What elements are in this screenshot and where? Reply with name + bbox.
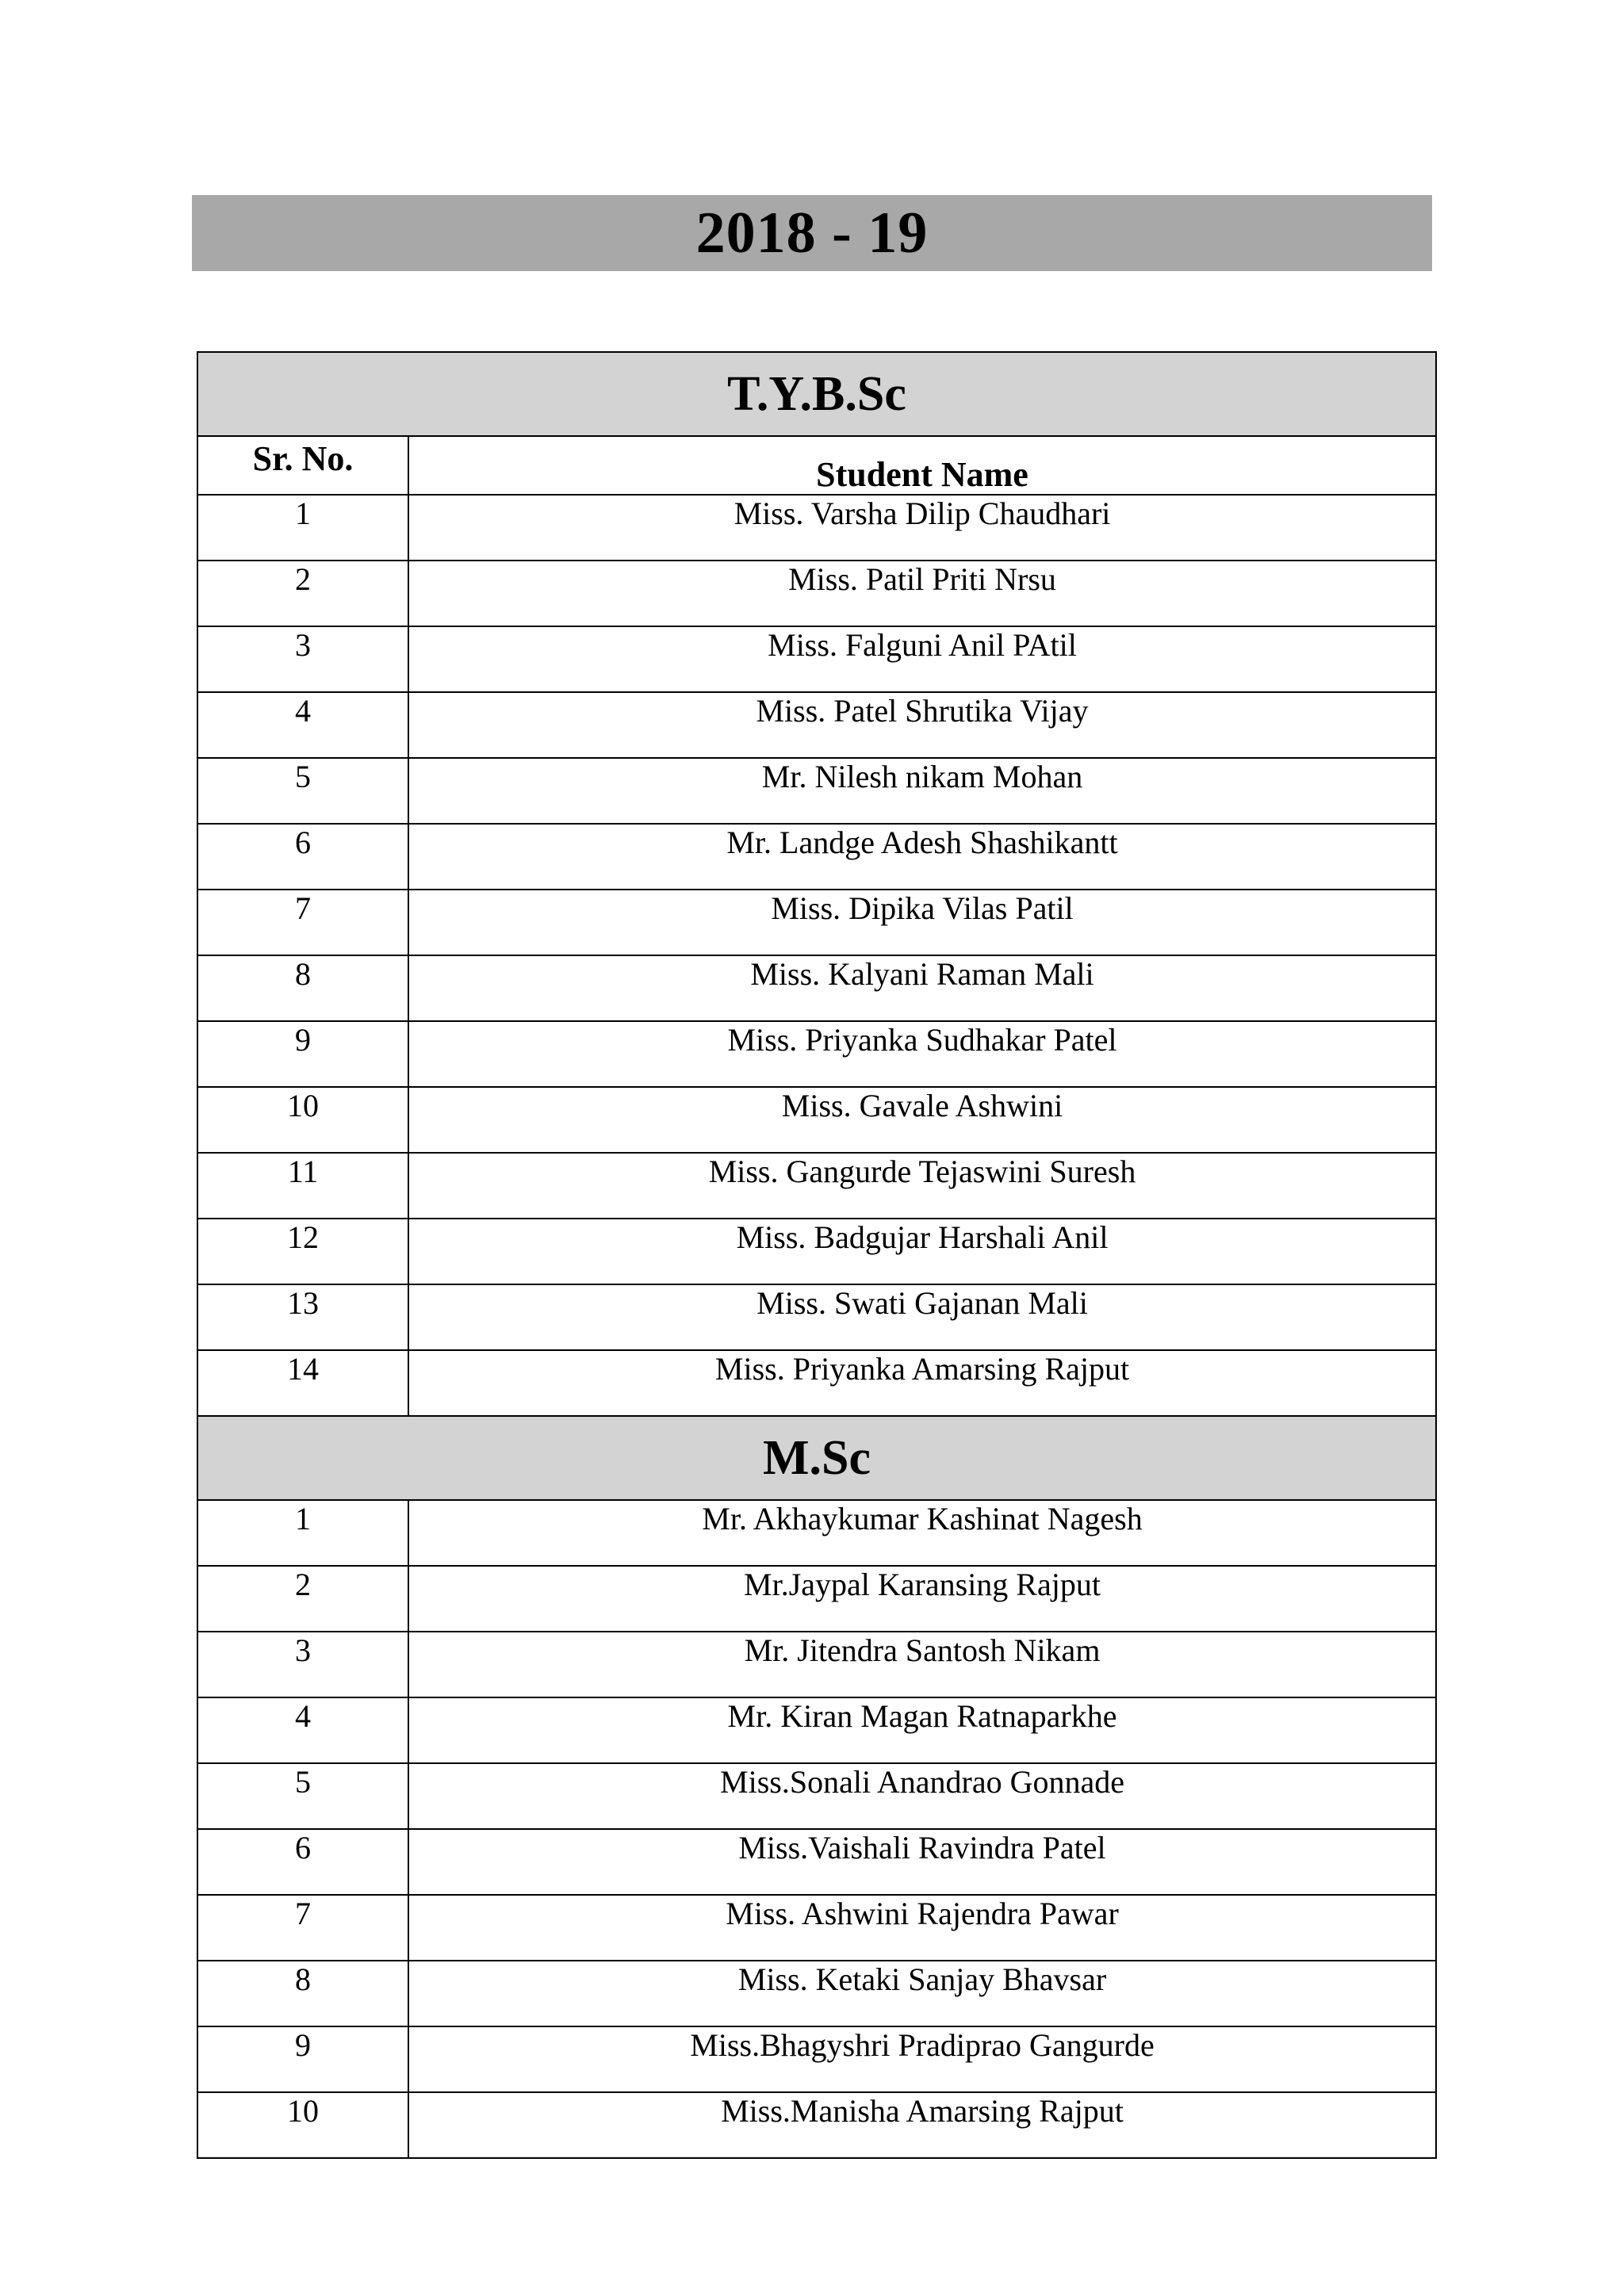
student-name-cell: Miss. Gavale Ashwini <box>408 1087 1436 1153</box>
student-name-cell: Miss. Priyanka Amarsing Rajput <box>408 1350 1436 1416</box>
serial-number-cell: 5 <box>197 758 408 824</box>
table-row <box>197 758 1436 824</box>
serial-number-cell: 8 <box>197 1961 408 2026</box>
table-row <box>197 561 1436 626</box>
serial-number-cell: 1 <box>197 495 408 561</box>
section-title: T.Y.B.Sc <box>197 352 1436 436</box>
serial-number-cell: 3 <box>197 1632 408 1697</box>
student-name-cell: Miss. Ketaki Sanjay Bhavsar <box>408 1961 1436 2026</box>
serial-number-cell: 10 <box>197 2092 408 2158</box>
serial-number-cell: 9 <box>197 2026 408 2092</box>
student-name-cell: Miss.Manisha Amarsing Rajput <box>408 2092 1436 2158</box>
table-row <box>197 1219 1436 1284</box>
student-name-cell: Miss. Patil Priti Nrsu <box>408 561 1436 626</box>
serial-number-cell: 8 <box>197 955 408 1021</box>
table-row <box>197 2026 1436 2092</box>
student-name-cell: Miss. Badgujar Harshali Anil <box>408 1219 1436 1284</box>
column-header-student-name: Student Name <box>408 436 1436 495</box>
serial-number-cell: 1 <box>197 1500 408 1566</box>
student-name-cell: Miss. Patel Shrutika Vijay <box>408 692 1436 758</box>
serial-number-cell: 6 <box>197 1829 408 1895</box>
student-name-cell: Miss. Priyanka Sudhakar Patel <box>408 1021 1436 1087</box>
table-row <box>197 1895 1436 1961</box>
section-title: M.Sc <box>197 1416 1436 1500</box>
table-row <box>197 626 1436 692</box>
table-row <box>197 1829 1436 1895</box>
section-header-row <box>197 352 1436 436</box>
serial-number-cell: 14 <box>197 1350 408 1416</box>
serial-number-cell: 13 <box>197 1284 408 1350</box>
table-row <box>197 890 1436 955</box>
serial-number-cell: 7 <box>197 890 408 955</box>
table-row <box>197 1961 1436 2026</box>
serial-number-cell: 3 <box>197 626 408 692</box>
student-name-cell: Mr.Jaypal Karansing Rajput <box>408 1566 1436 1632</box>
table-row <box>197 495 1436 561</box>
table-row <box>197 955 1436 1021</box>
serial-number-cell: 4 <box>197 1697 408 1763</box>
student-name-cell: Miss. Gangurde Tejaswini Suresh <box>408 1153 1436 1219</box>
table-row <box>197 1087 1436 1153</box>
student-name-cell: Miss.Vaishali Ravindra Patel <box>408 1829 1436 1895</box>
serial-number-cell: 2 <box>197 561 408 626</box>
column-header-sr-no: Sr. No. <box>197 436 408 495</box>
student-name-cell: Mr. Nilesh nikam Mohan <box>408 758 1436 824</box>
serial-number-cell: 6 <box>197 824 408 890</box>
student-name-cell: Mr. Landge Adesh Shashikantt <box>408 824 1436 890</box>
serial-number-cell: 2 <box>197 1566 408 1632</box>
table-row <box>197 1632 1436 1697</box>
serial-number-cell: 9 <box>197 1021 408 1087</box>
student-name-cell: Mr. Akhaykumar Kashinat Nagesh <box>408 1500 1436 1566</box>
student-name-cell: Miss. Kalyani Raman Mali <box>408 955 1436 1021</box>
year-heading: 2018 - 19 <box>192 195 1432 271</box>
student-name-cell: Miss.Bhagyshri Pradiprao Gangurde <box>408 2026 1436 2092</box>
table-row <box>197 1500 1436 1566</box>
table-row <box>197 1021 1436 1087</box>
student-name-cell: Miss. Swati Gajanan Mali <box>408 1284 1436 1350</box>
table-row <box>197 2092 1436 2158</box>
student-roster-table <box>197 351 1437 2159</box>
serial-number-cell: 12 <box>197 1219 408 1284</box>
table-row <box>197 692 1436 758</box>
table-row <box>197 1350 1436 1416</box>
roster-body <box>197 352 1436 2158</box>
student-name-cell: Miss. Falguni Anil PAtil <box>408 626 1436 692</box>
serial-number-cell: 10 <box>197 1087 408 1153</box>
student-name-cell: Miss. Varsha Dilip Chaudhari <box>408 495 1436 561</box>
table-row <box>197 1284 1436 1350</box>
student-name-cell: Mr. Kiran Magan Ratnaparkhe <box>408 1697 1436 1763</box>
table-row <box>197 1697 1436 1763</box>
table-row <box>197 1566 1436 1632</box>
serial-number-cell: 7 <box>197 1895 408 1961</box>
student-name-cell: Miss. Dipika Vilas Patil <box>408 890 1436 955</box>
table-row <box>197 1763 1436 1829</box>
table-row <box>197 824 1436 890</box>
serial-number-cell: 4 <box>197 692 408 758</box>
student-name-cell: Miss. Ashwini Rajendra Pawar <box>408 1895 1436 1961</box>
serial-number-cell: 11 <box>197 1153 408 1219</box>
table-row <box>197 1153 1436 1219</box>
column-header-row <box>197 436 1436 495</box>
student-name-cell: Mr. Jitendra Santosh Nikam <box>408 1632 1436 1697</box>
section-header-row <box>197 1416 1436 1500</box>
serial-number-cell: 5 <box>197 1763 408 1829</box>
student-name-cell: Miss.Sonali Anandrao Gonnade <box>408 1763 1436 1829</box>
